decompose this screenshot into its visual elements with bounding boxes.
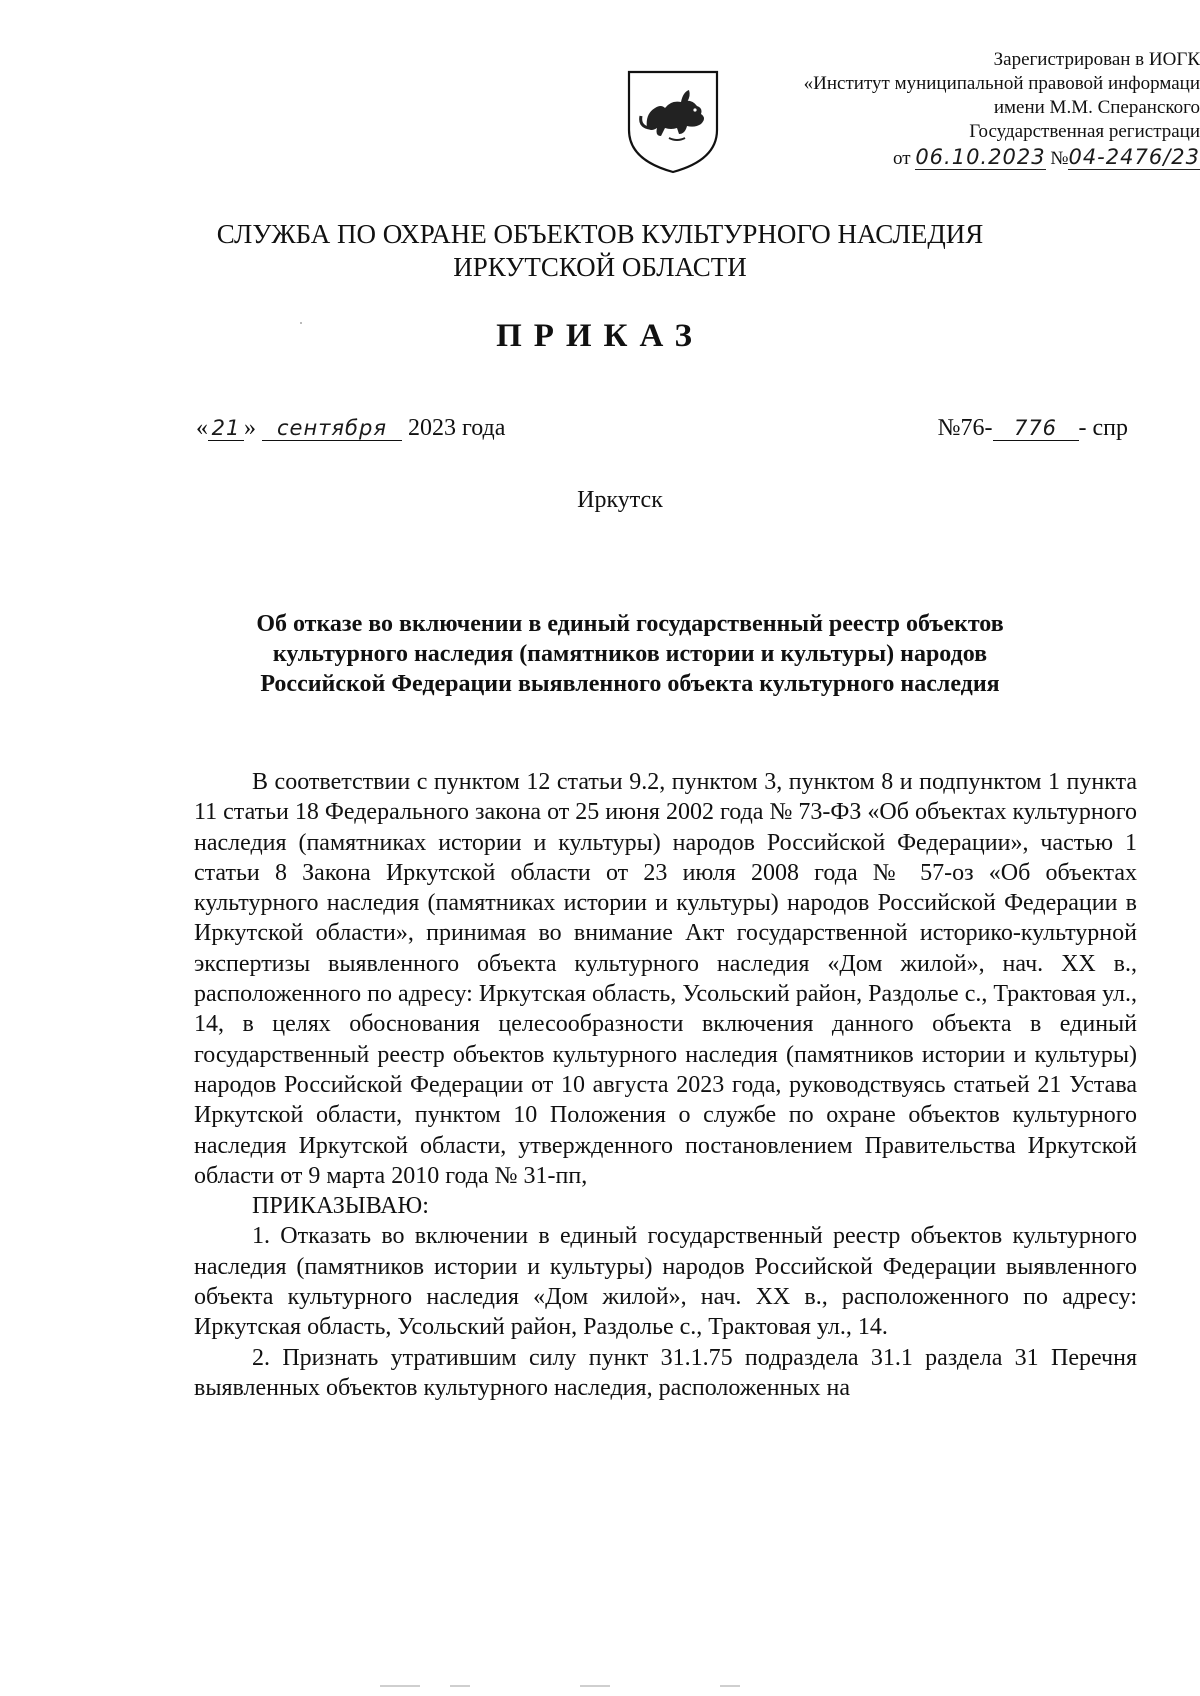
- registration-number: 04-2476/23: [1068, 145, 1200, 169]
- order-body: [194, 767, 1137, 1403]
- scan-edge-mark: [380, 1685, 420, 1687]
- number-prefix: №76-: [937, 415, 993, 441]
- subject-line-2: культурного наследия (памятников истории и культуры) народов: [272, 641, 988, 667]
- number-value: 776: [993, 416, 1079, 441]
- date-day: 21: [208, 416, 244, 441]
- irkutsk-coat-of-arms-icon: [625, 68, 721, 176]
- city: Иркутск: [577, 487, 663, 513]
- registration-number-prefix: №: [1050, 148, 1069, 169]
- scan-speck: [300, 322, 302, 324]
- order-date: [196, 415, 505, 442]
- scan-edge-mark: [720, 1685, 740, 1687]
- body-item-1: 1. Отказать во включении в единый государственный реестр объектов культурного наследия (памятников истории и культуры) народов Российской Федерации выявленного объекта культурного наследия «Дом жилой», нач. XX в., расположенного по адресу: Иркутская область, Усольский район, Раздолье с., Трактовая ул., 14.: [194, 1223, 1137, 1341]
- date-close-quote: »: [244, 415, 256, 441]
- subject-line-1: Об отказе во включении в единый государственный реестр объектов: [256, 611, 1004, 637]
- document-type: ПРИКАЗ: [496, 318, 704, 354]
- registration-stamp: [780, 48, 1200, 171]
- order-number: [938, 415, 1128, 442]
- registration-line-1: Зарегистрирован в ИОГК: [993, 49, 1200, 70]
- registration-date: 06.10.2023: [915, 145, 1046, 169]
- scan-edge-mark: [580, 1685, 610, 1687]
- number-suffix: - спр: [1078, 415, 1128, 441]
- registration-line-2: «Институт муниципальной правовой информаци: [803, 73, 1200, 94]
- agency-title-line-1: СЛУЖБА ПО ОХРАНЕ ОБЪЕКТОВ КУЛЬТУРНОГО НАСЛЕДИЯ: [216, 219, 984, 249]
- body-preamble: В соответствии с пунктом 12 статьи 9.2, пунктом 3, пунктом 8 и подпунктом 1 пункта 11 статьи 18 Федерального закона от 25 июня 2002 года № 73-ФЗ «Об объектах культурного наследия (памятниках истории и культуры) народов Российской Федерации», частью 1 статьи 8 Закона Иркутской области от 23 июля 2008 года № 57-оз «Об объектах культурного наследия (памятниках истории и культуры) народов Российской Федерации в Иркутской области», принимая во внимание Акт государственной историко-культурной экспертизы выявленного объекта культурного наследия «Дом жилой», нач. XX в., расположенного по адресу: Иркутская область, Усольский район, Раздолье с., Трактовая ул., 14, в целях обоснования целесообразности включения данного объекта в единый государственный реестр объектов культурного наследия (памятников истории и культуры) народов Российской Федерации от 10 августа 2023 года, руководствуясь статьей 21 Устава Иркутской области, пунктом 10 Положения о службе по охране объектов культурного наследия Иркутской области, утвержденного постановлением Правительства Иркутской области от 9 марта 2010 года № 31-пп,: [194, 769, 1137, 1189]
- registration-date-line: [780, 145, 1200, 171]
- date-open-quote: «: [196, 415, 208, 441]
- body-order-word: ПРИКАЗЫВАЮ:: [252, 1193, 429, 1220]
- agency-title-line-2: ИРКУТСКОЙ ОБЛАСТИ: [453, 252, 747, 282]
- scan-edge-mark: [450, 1685, 470, 1687]
- registration-line-4: Государственная регистраци: [969, 121, 1200, 142]
- date-year: 2023 года: [408, 415, 506, 441]
- subject-line-3: Российской Федерации выявленного объекта культурного наследия: [260, 671, 1000, 697]
- registration-line-3: имени М.М. Сперанского: [993, 97, 1200, 118]
- body-item-2: 2. Признать утратившим силу пункт 31.1.75 подраздела 31.1 раздела 31 Перечня выявленных объектов культурного наследия, расположенных на: [194, 1344, 1137, 1401]
- agency-title: [0, 218, 1200, 284]
- registration-date-prefix: от: [893, 148, 911, 169]
- order-subject: [190, 609, 1070, 699]
- date-month: сентября: [262, 416, 402, 441]
